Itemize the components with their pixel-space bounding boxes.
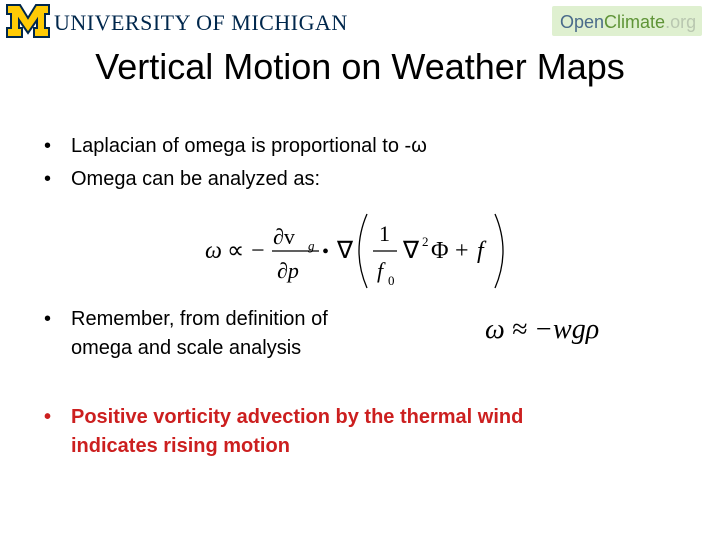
openclimate-logo	[552, 6, 702, 36]
omega-equation	[205, 210, 515, 292]
university-name: UNIVERSITY OF MICHIGAN	[54, 10, 348, 35]
eq-plus: +	[455, 238, 469, 264]
eq2-text: ω ≈ −wgρ	[485, 314, 600, 345]
eq-right-paren	[495, 214, 503, 288]
omega-approximation-equation	[485, 306, 630, 352]
bullet-text-line: Remember, from definition of	[71, 308, 328, 330]
bullet-marker: •	[44, 135, 52, 157]
slide-title: Vertical Motion on Weather Maps	[95, 46, 625, 87]
eq-partial-v: ∂v	[273, 224, 295, 249]
eq-propto: ∝	[227, 238, 245, 264]
logo-org: .org	[665, 12, 697, 32]
bullet-text-line: indicates rising motion	[71, 435, 290, 457]
bullet-text-line: omega and scale analysis	[71, 337, 302, 359]
logo-open: Open	[560, 12, 605, 32]
eq-sub-g: g	[308, 238, 315, 253]
eq-sub-0: 0	[388, 273, 395, 288]
eq-f2: f	[477, 238, 484, 264]
bullet-marker: •	[44, 308, 52, 330]
bullet-marker: •	[44, 406, 52, 428]
eq-omega: ω	[205, 238, 222, 264]
block-m-icon	[6, 4, 50, 38]
eq-one: 1	[379, 221, 390, 246]
eq-left-paren	[359, 214, 367, 288]
bullet-text: Omega can be analyzed as:	[71, 168, 321, 190]
bullet-text: Laplacian of omega is proportional to -ω	[71, 135, 427, 157]
eq-minus: −	[251, 238, 265, 264]
logo-climate: Climate	[604, 12, 666, 32]
eq-dot: •	[322, 241, 330, 263]
bullet-text-line: Positive vorticity advection by the thermal wind	[71, 406, 524, 428]
eq-squared: 2	[422, 234, 429, 249]
eq-laplacian: ∇	[403, 238, 420, 264]
eq-phi: Φ	[431, 238, 449, 264]
eq-nabla: ∇	[337, 238, 354, 264]
university-of-michigan-logo	[6, 4, 348, 38]
eq-partial-p: ∂p	[277, 258, 299, 283]
eq-f: f	[377, 258, 384, 283]
bullet-marker: •	[44, 168, 52, 190]
